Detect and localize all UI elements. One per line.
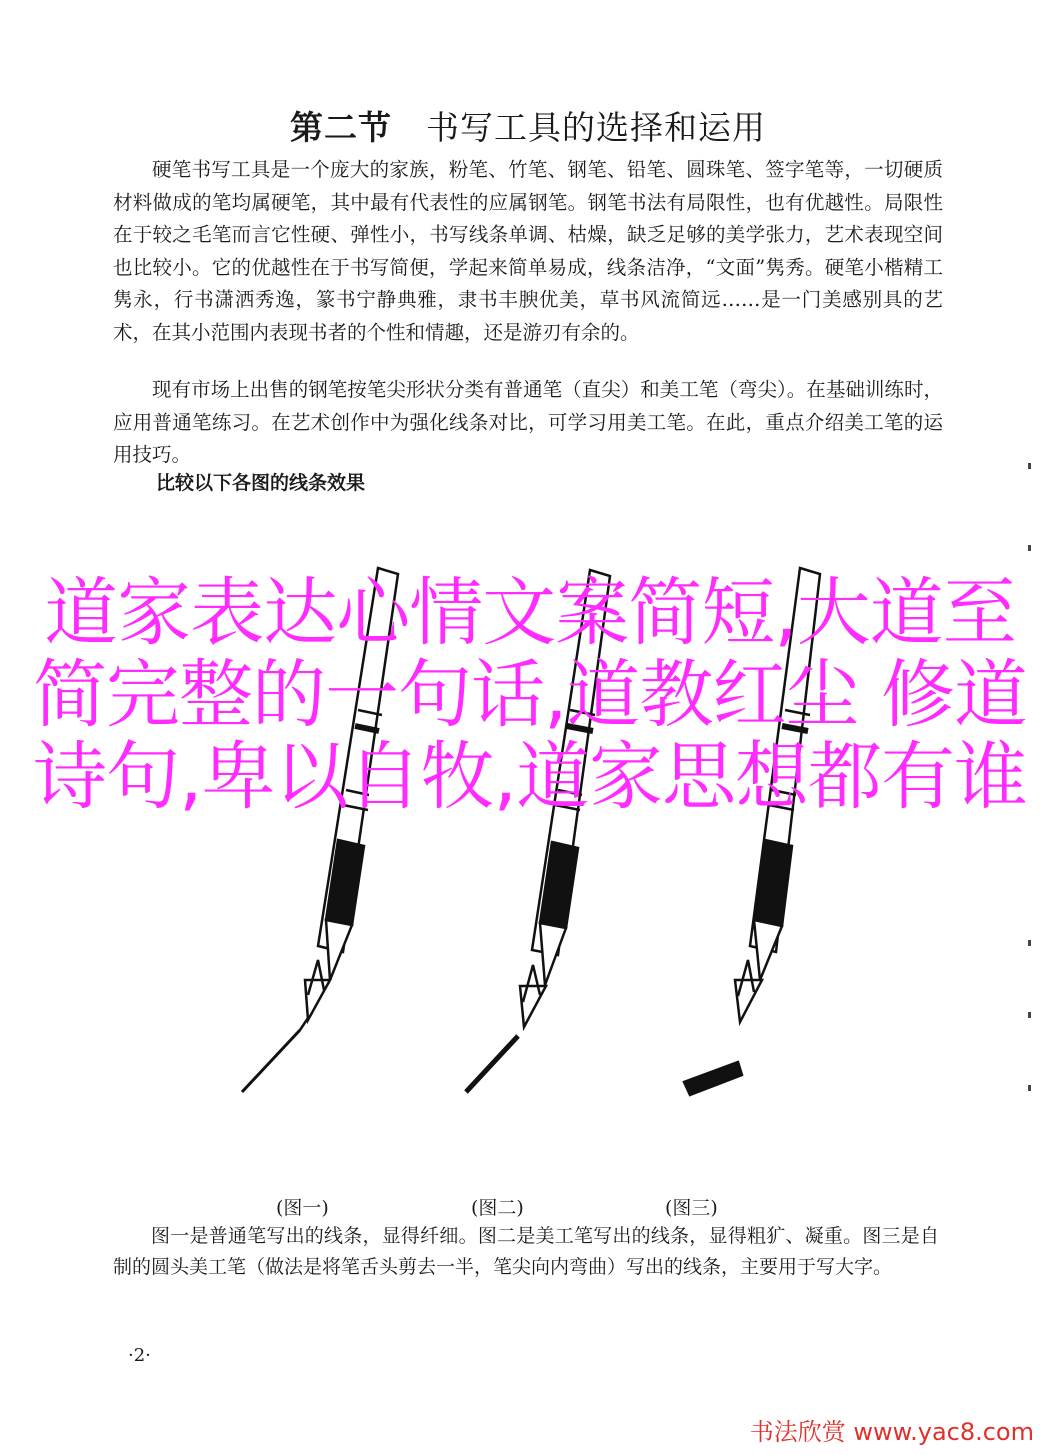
scan-margin-mark: [1028, 1085, 1031, 1091]
overlay-caption: 道家表达心情文案简短,大道至简完整的一句话,道教红尘 修道 诗句,卑以自牧,道家思想都有谁: [32, 570, 1028, 820]
scan-margin-mark: [1028, 1012, 1031, 1018]
section-title: 书写工具的选择和运用: [426, 108, 766, 147]
scan-margin-mark: [1028, 940, 1031, 946]
section-heading: [0, 102, 1056, 149]
paragraph-figure-explanation: 图一是普通笔写出的线条，显得纤细。图二是美工笔写出的线条，显得粗犷、凝重。图三是自制的圆头美工笔（做法是将笔舌头剪去一半，笔尖向内弯曲）写出的线条，主要用于写大字。: [113, 1225, 939, 1278]
page-number: ·2·: [128, 1345, 151, 1366]
figure-caption-1: (图一): [276, 1197, 329, 1219]
section-number: 第二节: [290, 108, 392, 147]
figure-caption-3: (图三): [665, 1197, 718, 1219]
figure-caption-2: (图二): [471, 1197, 524, 1219]
site-watermark: 书法欣赏 www.yac8.com: [749, 1418, 1034, 1446]
comparison-subheading: 比较以下各图的线条效果: [156, 472, 366, 494]
paragraph-pen-types: 现有市场上出售的钢笔按笔尖形状分类有普通笔（直尖）和美工笔（弯尖）。在基础训练时，应用普通笔练习。在艺术创作中为强化线条对比，可学习用美工笔。在此，重点介绍美工笔的运用技巧。: [113, 378, 943, 466]
scan-margin-mark: [1028, 463, 1031, 469]
paragraph-intro: 硬笔书写工具是一个庞大的家族，粉笔、竹笔、钢笔、铅笔、圆珠笔、签字笔等，一切硬质材料做成的笔均属硬笔，其中最有代表性的应属钢笔。钢笔书法有局限性，也有优越性。局限性在于较之毛笔而言它性硬、弹性小，书写线条单调、枯燥，缺乏足够的美学张力，艺术表现空间也比较小。它的优越性在于书写简便，学起来简单易成，线条洁净，“文面”隽秀。硬笔小楷精工隽永，行书潇洒秀逸，篆书宁静典雅，隶书丰腴优美，草书风流简远……是一门美感别具的艺术，在其小范围内表现书者的个性和情趣，还是游刃有余的。: [113, 158, 943, 344]
scan-margin-mark: [1028, 545, 1031, 551]
